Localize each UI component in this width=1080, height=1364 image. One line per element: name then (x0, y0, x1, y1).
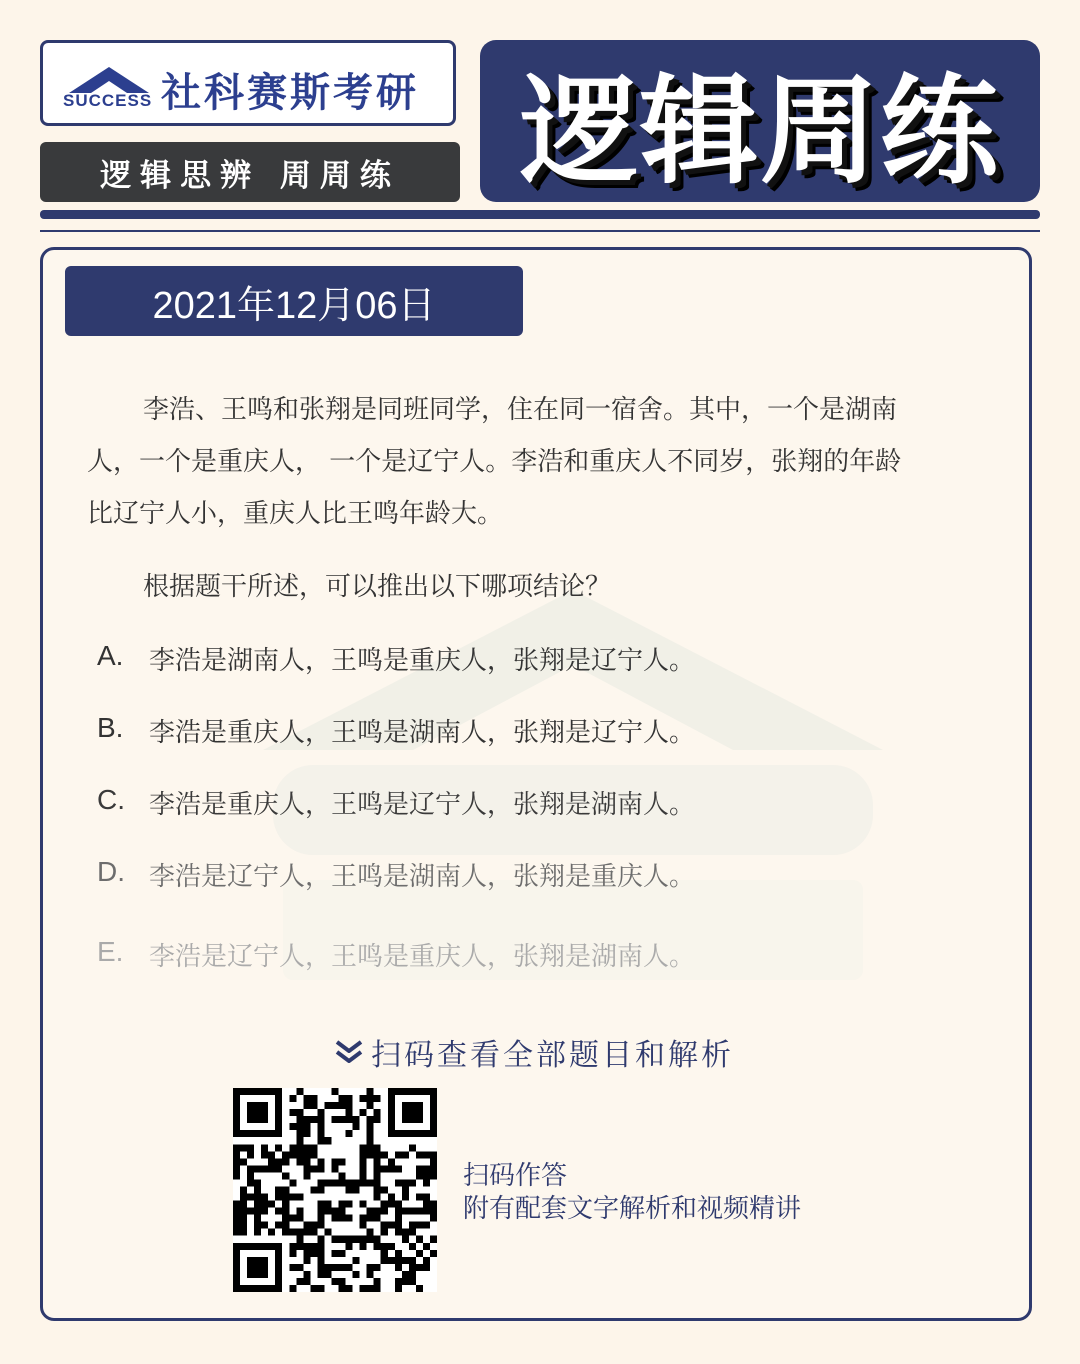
brand-subtitle: 逻辑思辨 周周练 (40, 142, 460, 202)
option-c[interactable] (97, 784, 695, 821)
option-letter: C. (97, 784, 125, 815)
passage-line: 李浩、王鸣和张翔是同班同学，住在同一宿舍。其中，一个是湖南 (143, 395, 898, 425)
passage-line: 人，一个是重庆人， 一个是辽宁人。李浩和重庆人不同岁，张翔的年龄 (87, 447, 902, 477)
scan-heading (333, 1030, 734, 1074)
title-banner (480, 40, 1040, 202)
question-card (40, 247, 1032, 1321)
header-divider-thin (40, 230, 1040, 232)
option-e[interactable] (97, 936, 695, 973)
scan-heading-text: 扫码查看全部题目和解析 (371, 1038, 734, 1073)
option-text: 李浩是辽宁人，王鸣是湖南人，张翔是重庆人。 (149, 862, 696, 892)
option-letter: B. (97, 712, 124, 743)
option-text: 李浩是辽宁人，王鸣是重庆人，张翔是湖南人。 (149, 942, 696, 972)
option-a[interactable] (97, 640, 695, 677)
option-text: 李浩是重庆人，王鸣是辽宁人，张翔是湖南人。 (149, 790, 696, 820)
qr-caption-line: 附有配套文字解析和视频精讲 (463, 1194, 802, 1224)
option-b[interactable] (97, 712, 695, 749)
date-badge: 2021年12月06日 (65, 266, 523, 336)
option-letter: A. (97, 640, 124, 671)
page-title: 逻辑周练 (519, 61, 1000, 200)
option-d[interactable] (97, 856, 695, 893)
qr-code[interactable] (233, 1088, 437, 1292)
option-text: 李浩是湖南人，王鸣是重庆人，张翔是辽宁人。 (149, 646, 696, 676)
brand-logo (40, 40, 456, 126)
header-divider-thick (40, 210, 1040, 219)
option-letter: D. (97, 856, 125, 887)
brand-name-en: SUCCESS (63, 91, 153, 110)
question-stem: 根据题干所述，可以推出以下哪项结论？ (143, 572, 612, 602)
passage-line: 比辽宁人小，重庆人比王鸣年龄大。 (87, 499, 504, 529)
chevron-double-down-icon (333, 1038, 365, 1066)
option-letter: E. (97, 936, 124, 967)
brand-name-cn: 社科赛斯考研 (161, 70, 419, 116)
qr-caption-line: 扫码作答 (463, 1161, 568, 1191)
question-passage (87, 384, 987, 540)
option-text: 李浩是重庆人，王鸣是湖南人，张翔是辽宁人。 (149, 718, 696, 748)
qr-caption (463, 1160, 801, 1226)
